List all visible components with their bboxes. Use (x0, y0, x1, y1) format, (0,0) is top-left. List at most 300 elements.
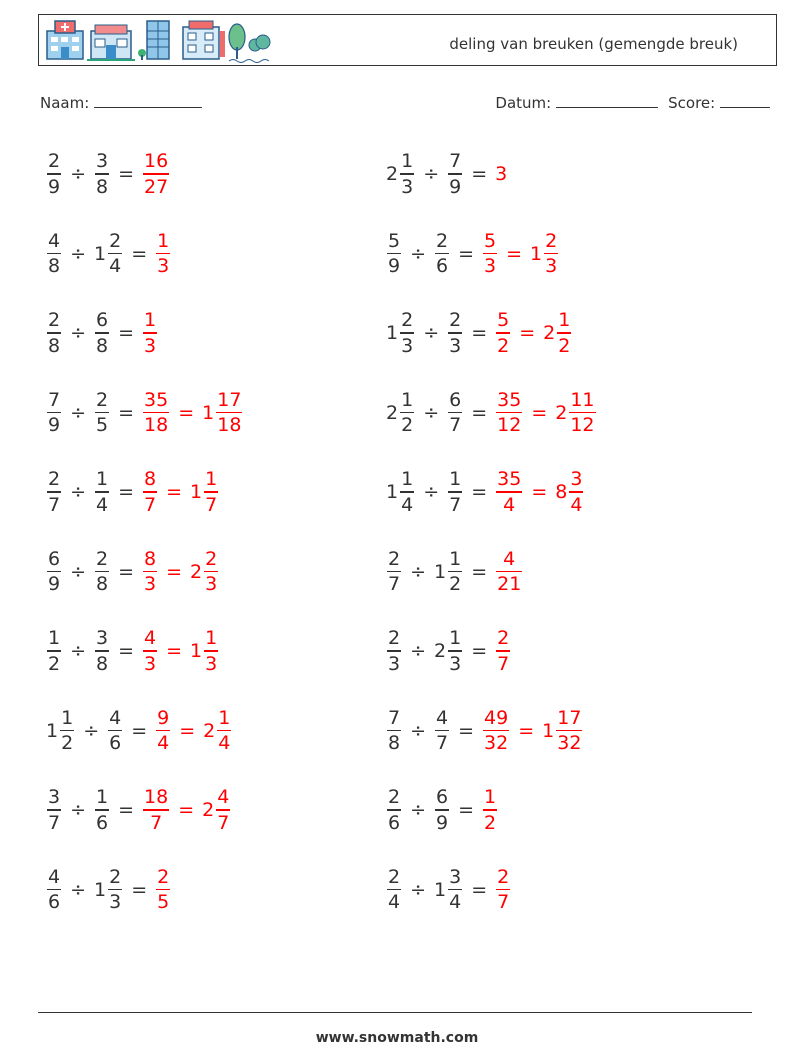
whole-number: 1 (386, 322, 399, 344)
operand-a (386, 785, 402, 835)
whole-number: 1 (46, 719, 59, 742)
fraction (156, 229, 170, 279)
answer (142, 547, 219, 597)
operand-a (46, 388, 62, 438)
operand-b (447, 467, 463, 517)
date-blank (556, 93, 658, 108)
answer (495, 547, 523, 597)
numerator: 1 (401, 388, 414, 411)
problem-item (386, 780, 498, 840)
problem-item (386, 144, 508, 204)
divide-sign: ÷ (423, 163, 440, 185)
problem-item (386, 542, 523, 602)
divide-sign: ÷ (70, 799, 87, 821)
equals-sign: = (531, 401, 548, 424)
denominator: 3 (401, 175, 414, 198)
fraction (448, 626, 462, 676)
answer-value (142, 149, 170, 199)
problem-item (46, 701, 232, 761)
answer-value (495, 547, 523, 597)
numerator: 2 (388, 865, 401, 888)
denominator: 12 (570, 414, 595, 437)
denominator: 9 (48, 414, 61, 437)
numerator: 2 (96, 388, 109, 411)
problem-item (386, 701, 583, 761)
fraction (483, 229, 497, 279)
denominator: 7 (205, 493, 218, 516)
answer (142, 785, 231, 835)
footer-url: www.snowmath.com (315, 1030, 479, 1046)
divide-sign: ÷ (423, 322, 440, 344)
equals-sign: = (471, 878, 488, 901)
whole-number: 1 (94, 242, 107, 265)
equals-sign: = (518, 719, 535, 742)
denominator: 5 (96, 414, 109, 437)
operand-b (94, 785, 110, 835)
equals-sign: = (179, 719, 196, 742)
fraction (204, 467, 218, 517)
whole-number: 1 (542, 719, 555, 742)
denominator: 3 (144, 573, 157, 596)
fraction (387, 547, 401, 597)
answer (482, 706, 583, 756)
fraction (143, 388, 169, 438)
numerator: 6 (449, 388, 462, 411)
numerator: 1 (144, 309, 157, 332)
fraction (496, 547, 522, 597)
denominator: 9 (449, 175, 462, 198)
fraction (216, 785, 230, 835)
fraction (108, 229, 122, 279)
fraction (387, 626, 401, 676)
operand-b (94, 229, 123, 279)
denominator: 4 (503, 493, 516, 516)
equals-sign: = (178, 799, 195, 821)
hospital-icon (47, 21, 83, 59)
equals-sign: = (118, 322, 135, 344)
equals-sign: = (131, 242, 148, 265)
answer (495, 467, 584, 517)
numerator: 6 (96, 309, 109, 332)
numerator: 2 (48, 309, 61, 332)
apartment-icon (183, 21, 225, 59)
answer (482, 785, 498, 835)
denominator: 32 (484, 732, 509, 755)
operand-b (94, 626, 110, 676)
denominator: 7 (449, 414, 462, 437)
equals-sign: = (471, 163, 488, 185)
equals-sign: = (131, 878, 148, 901)
answer (142, 149, 170, 199)
answer-value (190, 547, 219, 597)
operand-a (386, 706, 402, 756)
operand-b (434, 785, 450, 835)
fraction (569, 388, 595, 438)
numerator: 1 (558, 309, 571, 332)
denominator: 2 (401, 414, 414, 437)
worksheet-title: deling van breuken (gemengde breuk) (449, 35, 738, 53)
denominator: 7 (48, 493, 61, 516)
numerator: 16 (144, 150, 169, 173)
whole-number: 2 (386, 163, 399, 185)
denominator: 9 (436, 811, 449, 834)
numerator: 5 (484, 229, 497, 252)
answer-value (495, 626, 511, 676)
numerator: 7 (449, 150, 462, 173)
answer (495, 308, 572, 358)
denominator: 2 (449, 573, 462, 596)
numerator: 5 (497, 309, 510, 332)
answer (155, 706, 232, 756)
denominator: 7 (48, 811, 61, 834)
divide-sign: ÷ (70, 322, 87, 344)
fraction (47, 785, 61, 835)
numerator: 2 (48, 468, 61, 491)
fraction (496, 388, 522, 438)
numerator: 4 (503, 547, 516, 570)
problem-item (46, 462, 219, 522)
operand-a (46, 467, 62, 517)
equals-sign: = (471, 481, 488, 503)
equals-sign: = (118, 640, 135, 662)
fraction (108, 706, 122, 756)
denominator: 7 (497, 891, 510, 914)
denominator: 6 (109, 732, 122, 755)
fraction (496, 626, 510, 676)
equals-sign: = (471, 560, 488, 583)
numerator: 6 (436, 786, 449, 809)
answer-value (495, 865, 511, 915)
numerator: 1 (449, 547, 462, 570)
answer (495, 626, 511, 676)
name-field (40, 93, 202, 112)
problem-item (46, 144, 170, 204)
operand-b (94, 308, 110, 358)
whole-number: 1 (190, 481, 203, 503)
numerator: 3 (570, 468, 583, 491)
operand-a (386, 626, 402, 676)
denominator: 3 (401, 334, 414, 357)
divide-sign: ÷ (410, 799, 427, 821)
answer-value (495, 467, 523, 517)
answer (155, 865, 171, 915)
denominator: 8 (96, 175, 109, 198)
answer-value (202, 388, 243, 438)
numerator: 1 (401, 150, 414, 173)
numerator: 2 (388, 547, 401, 570)
numerator: 35 (144, 388, 169, 411)
operand-b (434, 706, 450, 756)
denominator: 8 (48, 255, 61, 278)
fraction (435, 785, 449, 835)
answer (142, 308, 158, 358)
answer-value (155, 865, 171, 915)
denominator: 6 (96, 811, 109, 834)
answer (495, 163, 508, 185)
equals-sign: = (118, 799, 135, 821)
operand-b (434, 626, 463, 676)
fraction (387, 706, 401, 756)
numerator: 3 (449, 865, 462, 888)
whole-number: 3 (495, 163, 508, 185)
whole-number: 1 (434, 560, 447, 583)
fraction (483, 706, 509, 756)
operand-a (46, 308, 62, 358)
denominator: 4 (570, 493, 583, 516)
operand-b (447, 308, 463, 358)
denominator: 5 (157, 891, 170, 914)
divide-sign: ÷ (70, 640, 87, 662)
fraction (496, 467, 522, 517)
divide-sign: ÷ (70, 878, 87, 901)
numerator: 18 (144, 786, 169, 809)
fraction (387, 229, 401, 279)
operand-b (447, 149, 463, 199)
operand-a (386, 308, 415, 358)
numerator: 2 (449, 309, 462, 332)
fraction (95, 308, 109, 358)
answer (482, 229, 559, 279)
numerator: 2 (497, 865, 510, 888)
denominator: 4 (218, 732, 231, 755)
denominator: 4 (96, 493, 109, 516)
whole-number: 2 (202, 799, 215, 821)
whole-number: 1 (530, 242, 543, 265)
fraction (448, 467, 462, 517)
divide-sign: ÷ (70, 401, 87, 424)
denominator: 4 (109, 255, 122, 278)
fraction (143, 149, 169, 199)
denominator: 9 (48, 175, 61, 198)
answer-value (482, 785, 498, 835)
numerator: 2 (109, 865, 122, 888)
fraction (143, 308, 157, 358)
answer (142, 388, 243, 438)
numerator: 1 (449, 627, 462, 650)
equals-sign: = (118, 560, 135, 583)
operand-a (386, 467, 415, 517)
denominator: 2 (61, 732, 74, 755)
equals-sign: = (458, 242, 475, 265)
equals-sign: = (506, 242, 523, 265)
denominator: 7 (217, 811, 230, 834)
shop-icon (87, 25, 135, 61)
divide-sign: ÷ (70, 560, 87, 583)
numerator: 9 (157, 706, 170, 729)
equals-sign: = (458, 799, 475, 821)
denominator: 3 (144, 652, 157, 675)
answer-value (155, 229, 171, 279)
numerator: 1 (218, 706, 231, 729)
equals-sign: = (118, 401, 135, 424)
fraction (556, 706, 582, 756)
whole-number: 2 (386, 401, 399, 424)
problem-item (46, 780, 231, 840)
operand-a (46, 865, 62, 915)
divide-sign: ÷ (410, 560, 427, 583)
divide-sign: ÷ (70, 481, 87, 503)
operand-a (46, 785, 62, 835)
whole-number: 2 (434, 640, 447, 662)
operand-a (386, 547, 402, 597)
fraction (204, 547, 218, 597)
fraction (143, 547, 157, 597)
fraction (143, 467, 157, 517)
denominator: 7 (144, 493, 157, 516)
fraction (387, 785, 401, 835)
fraction (95, 626, 109, 676)
equals-sign: = (519, 322, 536, 344)
divide-sign: ÷ (83, 719, 100, 742)
fraction (435, 706, 449, 756)
footer-divider (38, 1012, 752, 1013)
equals-sign: = (166, 481, 183, 503)
answer (142, 467, 219, 517)
answer-value (142, 785, 170, 835)
numerator: 7 (388, 706, 401, 729)
denominator: 4 (401, 493, 414, 516)
answer-value (530, 229, 559, 279)
fraction (47, 626, 61, 676)
answer-value (495, 388, 523, 438)
whole-number: 2 (543, 322, 556, 344)
numerator: 1 (96, 786, 109, 809)
fraction (47, 149, 61, 199)
denominator: 3 (205, 652, 218, 675)
denominator: 7 (449, 493, 462, 516)
numerator: 2 (48, 150, 61, 173)
fraction (448, 308, 462, 358)
denominator: 4 (449, 891, 462, 914)
fraction (496, 865, 510, 915)
numerator: 4 (48, 865, 61, 888)
fraction (143, 626, 157, 676)
fraction (557, 308, 571, 358)
divide-sign: ÷ (410, 719, 427, 742)
fraction (448, 547, 462, 597)
denominator: 3 (109, 891, 122, 914)
numerator: 35 (497, 388, 522, 411)
operand-b (94, 467, 110, 517)
numerator: 2 (497, 627, 510, 650)
answer-value (542, 706, 583, 756)
numerator: 2 (388, 627, 401, 650)
fraction (448, 149, 462, 199)
problem-item (386, 383, 597, 443)
answer (142, 626, 219, 676)
fraction (95, 149, 109, 199)
denominator: 2 (48, 652, 61, 675)
operand-a (386, 149, 415, 199)
equals-sign: = (178, 401, 195, 424)
denominator: 7 (497, 652, 510, 675)
fraction (204, 626, 218, 676)
numerator: 1 (484, 786, 497, 809)
operand-a (46, 626, 62, 676)
numerator: 2 (436, 229, 449, 252)
denominator: 21 (497, 573, 522, 596)
fraction (387, 865, 401, 915)
equals-sign: = (118, 481, 135, 503)
operand-b (107, 706, 123, 756)
fraction (448, 865, 462, 915)
numerator: 1 (96, 468, 109, 491)
fraction (156, 706, 170, 756)
numerator: 1 (205, 627, 218, 650)
equals-sign: = (166, 640, 183, 662)
numerator: 49 (484, 706, 509, 729)
denominator: 3 (157, 255, 170, 278)
denominator: 3 (205, 573, 218, 596)
answer-value (142, 547, 158, 597)
denominator: 8 (96, 652, 109, 675)
header-box (38, 14, 777, 66)
answer-value (482, 229, 498, 279)
denominator: 3 (449, 334, 462, 357)
divide-sign: ÷ (70, 163, 87, 185)
numerator: 8 (144, 468, 157, 491)
whole-number: 1 (190, 640, 203, 662)
denominator: 6 (436, 255, 449, 278)
denominator: 32 (557, 732, 582, 755)
numerator: 1 (205, 468, 218, 491)
numerator: 6 (48, 547, 61, 570)
answer-value (482, 706, 510, 756)
fraction (47, 308, 61, 358)
fraction (448, 388, 462, 438)
answer-value (202, 785, 231, 835)
fraction (156, 865, 170, 915)
operand-b (94, 149, 110, 199)
tree-icon (229, 24, 245, 59)
numerator: 2 (96, 547, 109, 570)
operand-b (434, 229, 450, 279)
date-field (495, 93, 658, 112)
numerator: 2 (205, 547, 218, 570)
denominator: 7 (436, 732, 449, 755)
answer-value (555, 388, 596, 438)
answer-value (155, 706, 171, 756)
denominator: 3 (484, 255, 497, 278)
answer-value (543, 308, 572, 358)
numerator: 7 (48, 388, 61, 411)
operand-a (46, 149, 62, 199)
operand-b (94, 388, 110, 438)
score-blank (720, 93, 770, 108)
whole-number: 2 (190, 560, 203, 583)
office-tower-icon (138, 21, 169, 60)
answer-value (190, 626, 219, 676)
numerator: 11 (570, 388, 595, 411)
denominator: 3 (144, 334, 157, 357)
numerator: 17 (557, 706, 582, 729)
whole-number: 2 (203, 719, 216, 742)
numerator: 17 (217, 388, 242, 411)
numerator: 1 (157, 229, 170, 252)
header-illustration (43, 17, 273, 67)
answer (155, 229, 171, 279)
answer (495, 388, 596, 438)
answer-value (495, 163, 508, 185)
fraction (108, 865, 122, 915)
problem-item (46, 224, 171, 284)
equals-sign: = (166, 560, 183, 583)
operand-a (46, 706, 75, 756)
problem-item (46, 303, 158, 363)
answer-value (555, 467, 584, 517)
whole-number: 2 (555, 401, 568, 424)
numerator: 2 (545, 229, 558, 252)
